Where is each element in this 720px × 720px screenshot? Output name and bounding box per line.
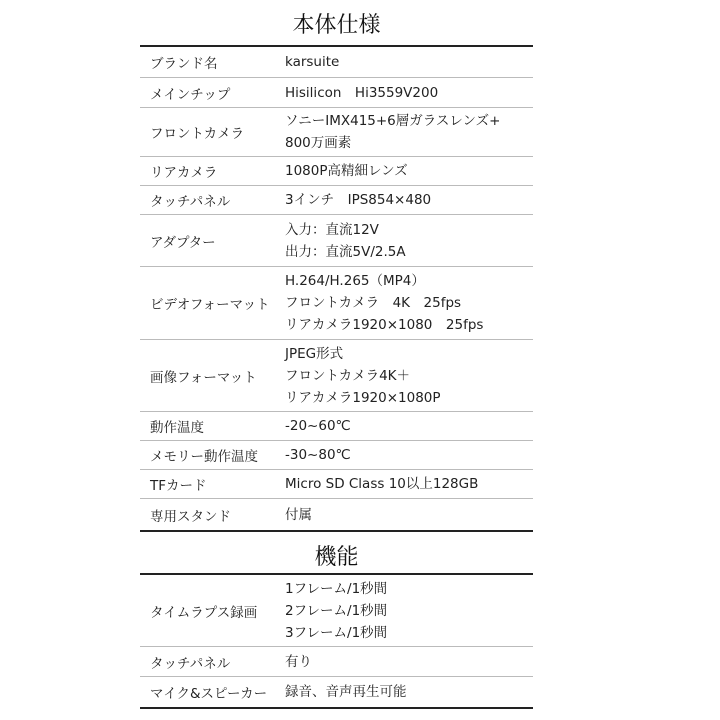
row-value [285,189,533,211]
table-row [140,575,533,647]
row-value [285,51,533,73]
table-row [140,215,533,267]
table-row [140,108,533,157]
value-line: リアカメラ1920×1080 25fps [285,317,484,333]
value-line: Micro SD Class 10以上128GB [285,476,479,492]
row-label: メインチップ [150,86,231,103]
row-label: タイムラプス録画 [150,604,258,621]
row-label: TFカード [150,478,207,494]
value-line: 入力：直流12V [285,221,379,238]
table-row [140,157,533,186]
value-line: -20~60℃ [285,418,351,434]
row-label: 画像フォーマット [150,369,257,386]
value-line: 1080P高精細レンズ [285,163,408,179]
row-value [285,504,533,526]
row-value [285,160,533,182]
value-line: JPEG形式 [285,345,344,362]
table-row [140,441,533,470]
table-row [140,412,533,441]
row-value [285,270,533,336]
row-label: 専用スタンド [150,508,231,525]
row-value [285,219,533,263]
value-line: 3インチ IPS854×480 [285,192,432,208]
value-line: リアカメラ1920×1080P [285,389,441,406]
value-line: karsuite [285,54,340,70]
row-label: ビデオフォーマット [150,297,270,313]
features-table [140,573,533,709]
value-line: 800万画素 [285,135,352,151]
table-row [140,647,533,677]
value-line: 2フレーム/1秒間 [285,602,388,619]
table-row [140,267,533,340]
row-value [285,110,533,154]
row-label: フロントカメラ [150,126,245,142]
value-line: フロントカメラ 4K 25fps [285,295,462,311]
value-line: -30~80℃ [285,447,351,463]
row-label: リアカメラ [150,165,218,181]
table-row [140,499,533,530]
value-line: 付属 [285,506,312,523]
value-line: フロントカメラ4K＋ [285,367,411,384]
value-line: H.264/H.265（MP4） [285,273,425,289]
value-line: 有り [285,653,312,670]
row-value [285,473,533,495]
row-label: マイク&スピーカー [150,686,268,702]
row-label: タッチパネル [150,655,231,672]
value-line: 出力：直流5V/2.5A [285,243,406,260]
row-label: 動作温度 [150,420,204,436]
table-row [140,677,533,707]
row-value [285,681,533,703]
row-value [285,343,533,409]
row-value [285,651,533,673]
row-value [285,82,533,104]
table-row [140,470,533,499]
value-line: Hisilicon Hi3559V200 [285,84,439,101]
value-line: 3フレーム/1秒間 [285,624,388,641]
table-row [140,340,533,412]
value-line: ソニーIMX415+6層ガラスレンズ+ [285,113,501,129]
table-row [140,186,533,215]
row-value [285,444,533,466]
row-label: アダプター [150,234,216,251]
value-line: 1フレーム/1秒間 [285,580,388,597]
value-line: 録音、音声再生可能 [285,684,407,700]
row-value [285,415,533,437]
features-title: 機能 [314,545,359,570]
spec-title: 本体仕様 [292,13,381,38]
table-row [140,47,533,78]
row-label: メモリー動作温度 [150,449,258,465]
row-label: タッチパネル [150,194,231,210]
row-value [285,578,533,644]
row-label: ブランド名 [150,56,218,72]
spec-table [140,45,533,532]
table-row [140,78,533,108]
